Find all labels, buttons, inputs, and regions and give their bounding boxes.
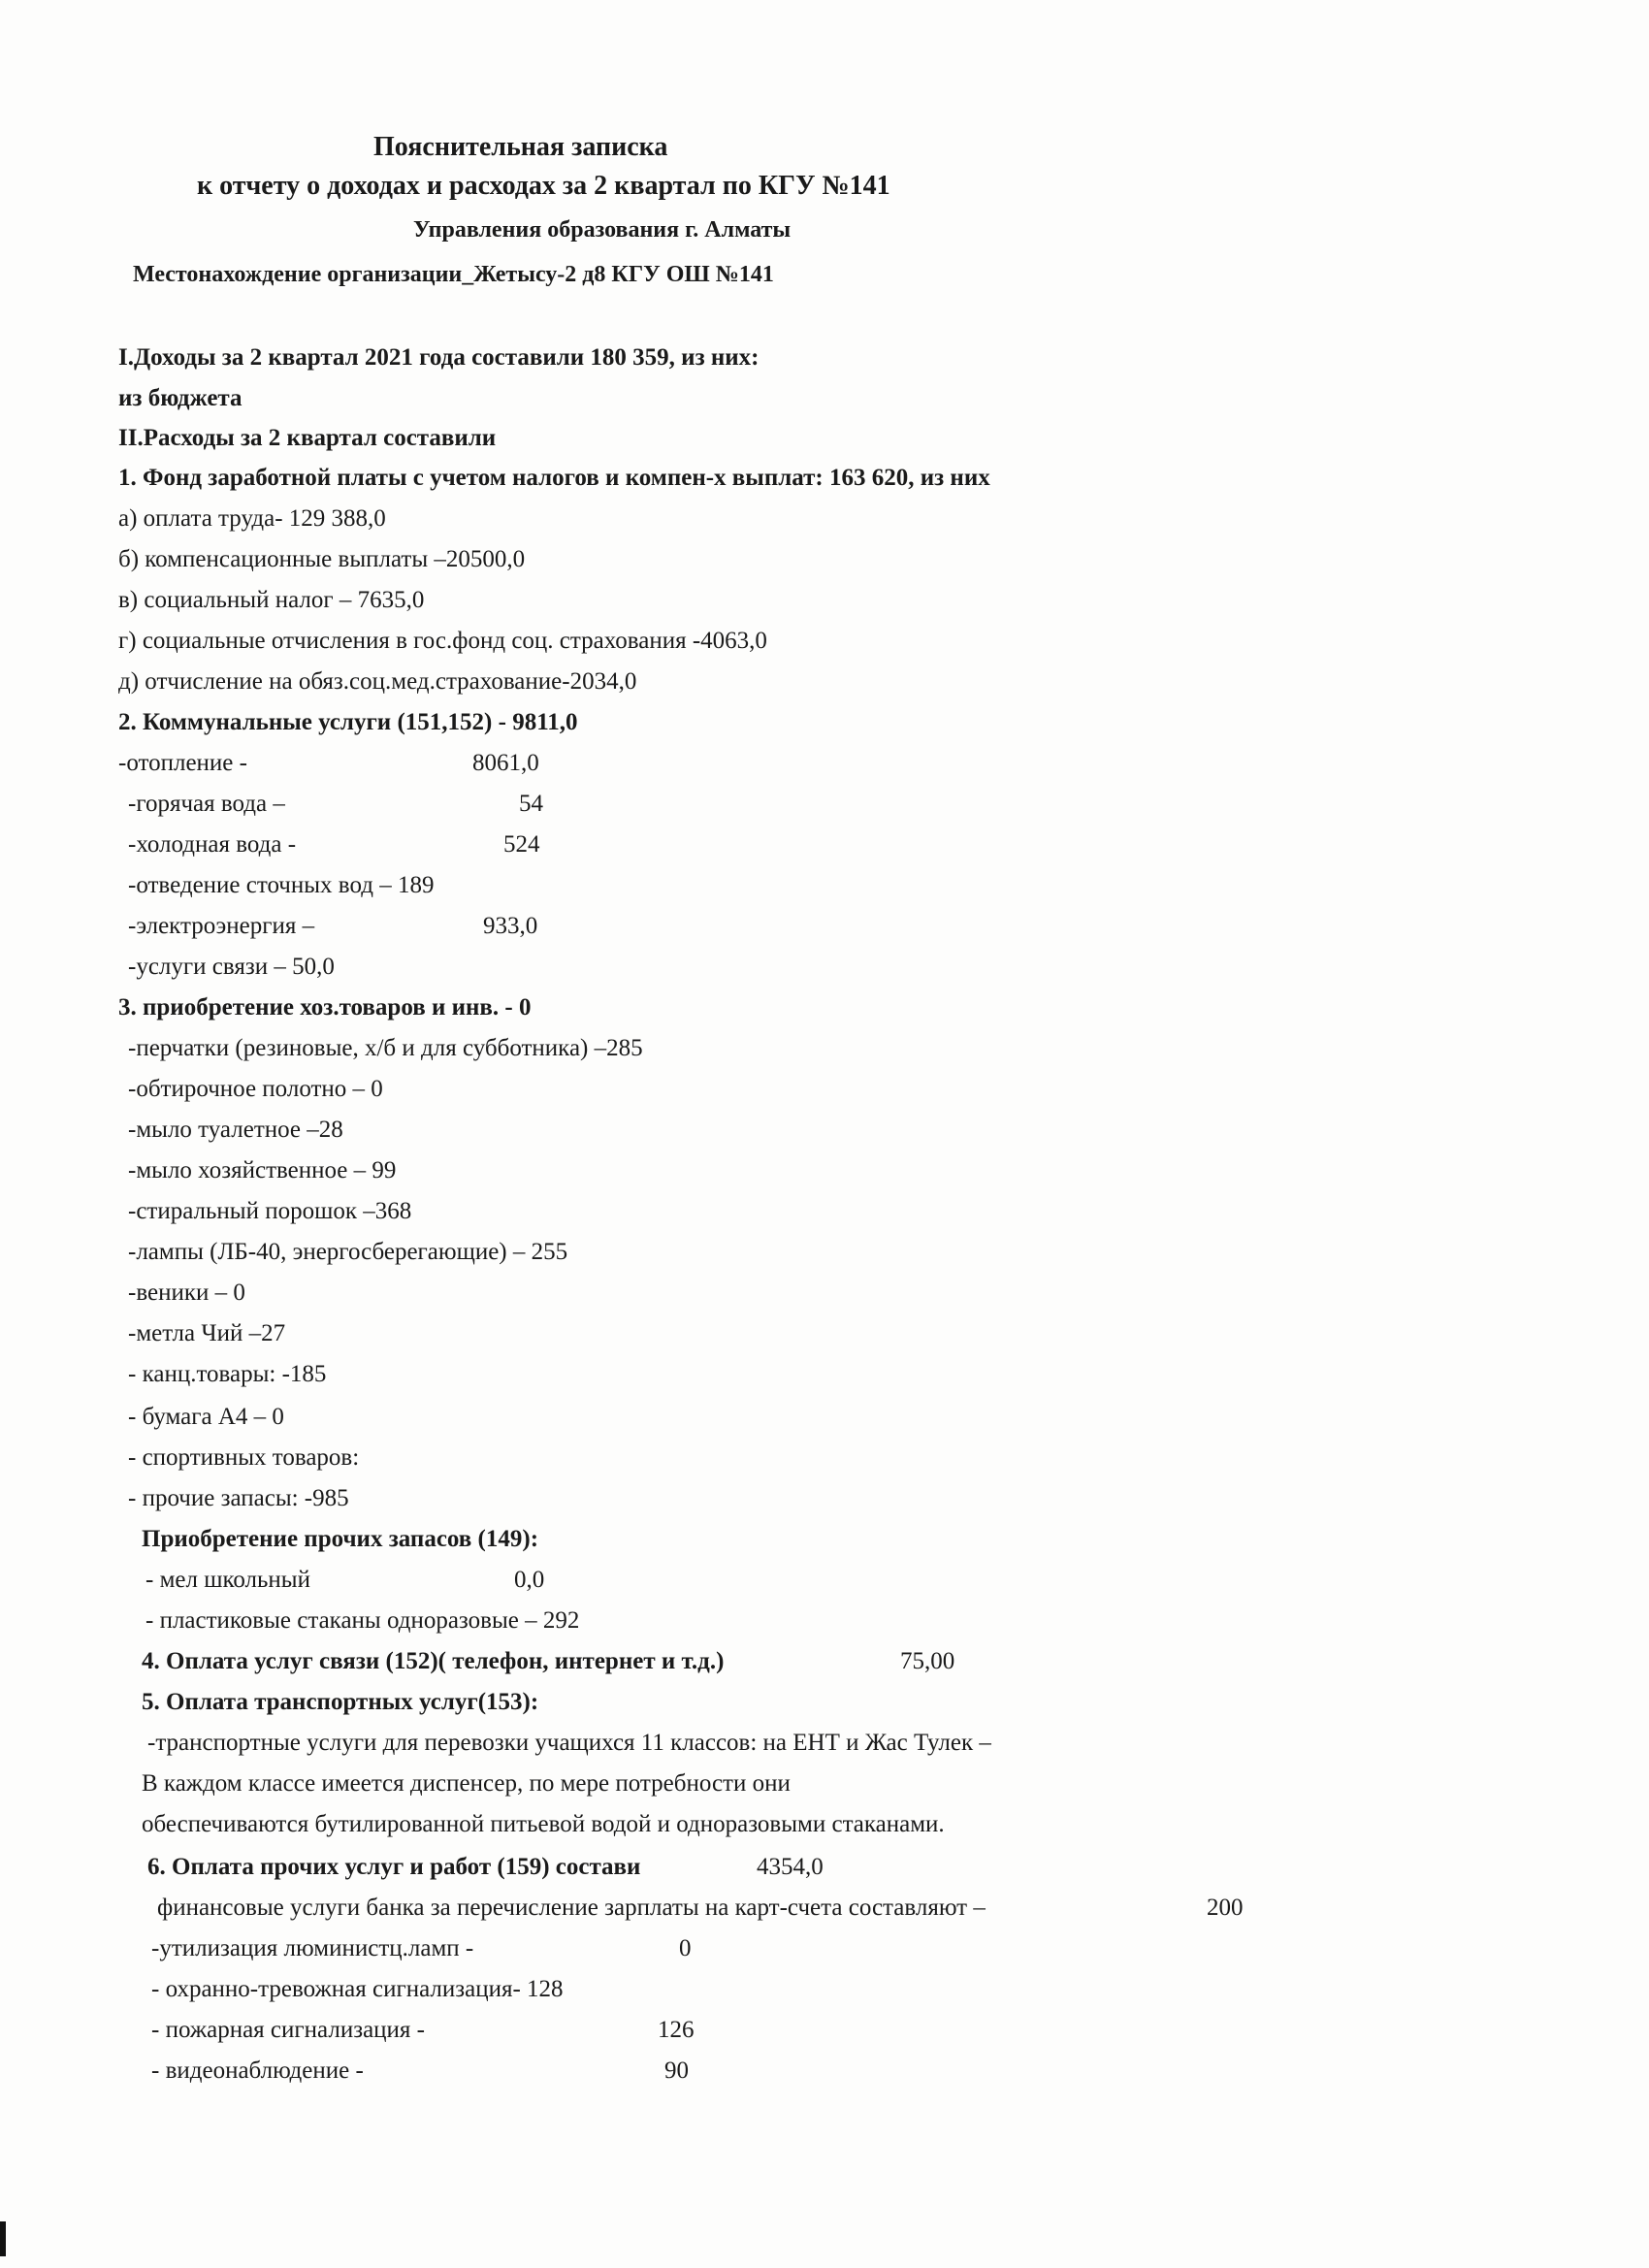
supply-item: -веники – 0 xyxy=(128,1280,245,1306)
cold-water-label: -холодная вода - xyxy=(128,831,297,858)
transport-line: -транспортные услуги для перевозки учащихся 11 классов: на ЕНТ и Жас Тулек – xyxy=(147,1730,991,1756)
document-title: Пояснительная записка xyxy=(373,132,668,162)
income-source: из бюджета xyxy=(118,385,242,411)
lamps-disposal-label: -утилизация люминистц.ламп - xyxy=(151,1935,474,1961)
scan-edge-mark xyxy=(0,2221,6,2256)
communication-heading: 4. Оплата услуг связи (152)( телефон, интернет и т.д.) xyxy=(142,1648,725,1674)
other-services-heading: 6. Оплата прочих услуг и работ (159) состави xyxy=(147,1854,641,1880)
supply-item: -лампы (ЛБ-40, энергосберегающие) – 255 xyxy=(128,1239,568,1265)
heating-value: 8061,0 xyxy=(472,750,539,776)
payroll-heading: 1. Фонд заработной платы с учетом налогов и компен-х выплат: 163 620, из них xyxy=(118,465,990,491)
supply-item: - канц.товары: -185 xyxy=(128,1361,327,1387)
expenses-heading: II.Расходы за 2 квартал составили xyxy=(118,425,497,451)
chalk-label: - мел школьный xyxy=(146,1567,310,1593)
hot-water-value: 54 xyxy=(519,791,543,817)
cold-water-value: 524 xyxy=(503,831,540,858)
bank-services-label: финансовые услуги банка за перечисление зарплаты на карт-счета составляют – xyxy=(157,1895,986,1921)
transport-line: В каждом классе имеется диспенсер, по мере потребности они xyxy=(142,1770,791,1797)
other-services-value: 4354,0 xyxy=(757,1854,824,1880)
transport-heading: 5. Оплата транспортных услуг(153): xyxy=(142,1689,539,1715)
supply-item: - прочие запасы: -985 xyxy=(128,1485,349,1511)
department-line: Управления образования г. Алматы xyxy=(413,217,792,243)
supply-item: -мыло хозяйственное – 99 xyxy=(128,1157,397,1183)
video-surveillance-label: - видеонаблюдение - xyxy=(151,2057,364,2084)
payroll-item: г) социальные отчисления в гос.фонд соц. страхования -4063,0 xyxy=(118,628,767,654)
other-stock-heading: Приобретение прочих запасов (149): xyxy=(142,1526,539,1552)
transport-line: обеспечиваются бутилированной питьевой водой и одноразовыми стаканами. xyxy=(142,1811,945,1837)
fire-alarm-label: - пожарная сигнализация - xyxy=(151,2017,426,2043)
utilities-heading: 2. Коммунальные услуги (151,152) - 9811,0 xyxy=(118,709,578,735)
supply-item: -обтирочное полотно – 0 xyxy=(128,1076,383,1102)
electricity-value: 933,0 xyxy=(483,913,538,939)
supply-item: -перчатки (резиновые, х/б и для субботника) –285 xyxy=(128,1035,643,1061)
payroll-item: д) отчисление на обяз.соц.мед.страхование-2034,0 xyxy=(118,668,637,695)
heating-label: -отопление - xyxy=(118,750,247,776)
supply-item: -метла Чий –27 xyxy=(128,1320,286,1346)
cups-line: - пластиковые стаканы одноразовые – 292 xyxy=(146,1607,580,1634)
supply-item: -мыло туалетное –28 xyxy=(128,1117,343,1143)
video-surveillance-value: 90 xyxy=(664,2057,689,2084)
supply-item: - бумага А4 – 0 xyxy=(128,1404,284,1430)
chalk-value: 0,0 xyxy=(514,1567,545,1593)
payroll-item: а) оплата труда- 129 388,0 xyxy=(118,505,386,532)
comms-line: -услуги связи – 50,0 xyxy=(128,954,335,980)
lamps-disposal-value: 0 xyxy=(679,1935,692,1961)
document-subtitle: к отчету о доходах и расходах за 2 квартал по КГУ №141 xyxy=(197,171,890,201)
sewage-line: -отведение сточных вод – 189 xyxy=(128,872,435,898)
hot-water-label: -горячая вода – xyxy=(128,791,285,817)
communication-value: 75,00 xyxy=(900,1648,955,1674)
electricity-label: -электроэнергия – xyxy=(128,913,315,939)
supply-item: - спортивных товаров: xyxy=(128,1444,360,1471)
payroll-item: б) компенсационные выплаты –20500,0 xyxy=(118,546,526,572)
bank-services-value: 200 xyxy=(1207,1895,1244,1921)
security-alarm-line: - охранно-тревожная сигнализация- 128 xyxy=(151,1976,564,2002)
supplies-heading: 3. приобретение хоз.товаров и инв. - 0 xyxy=(118,994,532,1021)
supply-item: -стиральный порошок –368 xyxy=(128,1198,412,1224)
location-line: Местонахождение организации_Жетысу-2 д8 КГУ ОШ №141 xyxy=(133,262,774,287)
income-heading: I.Доходы за 2 квартал 2021 года составили 180 359, из них: xyxy=(118,344,760,371)
fire-alarm-value: 126 xyxy=(658,2017,695,2043)
payroll-item: в) социальный налог – 7635,0 xyxy=(118,587,425,613)
